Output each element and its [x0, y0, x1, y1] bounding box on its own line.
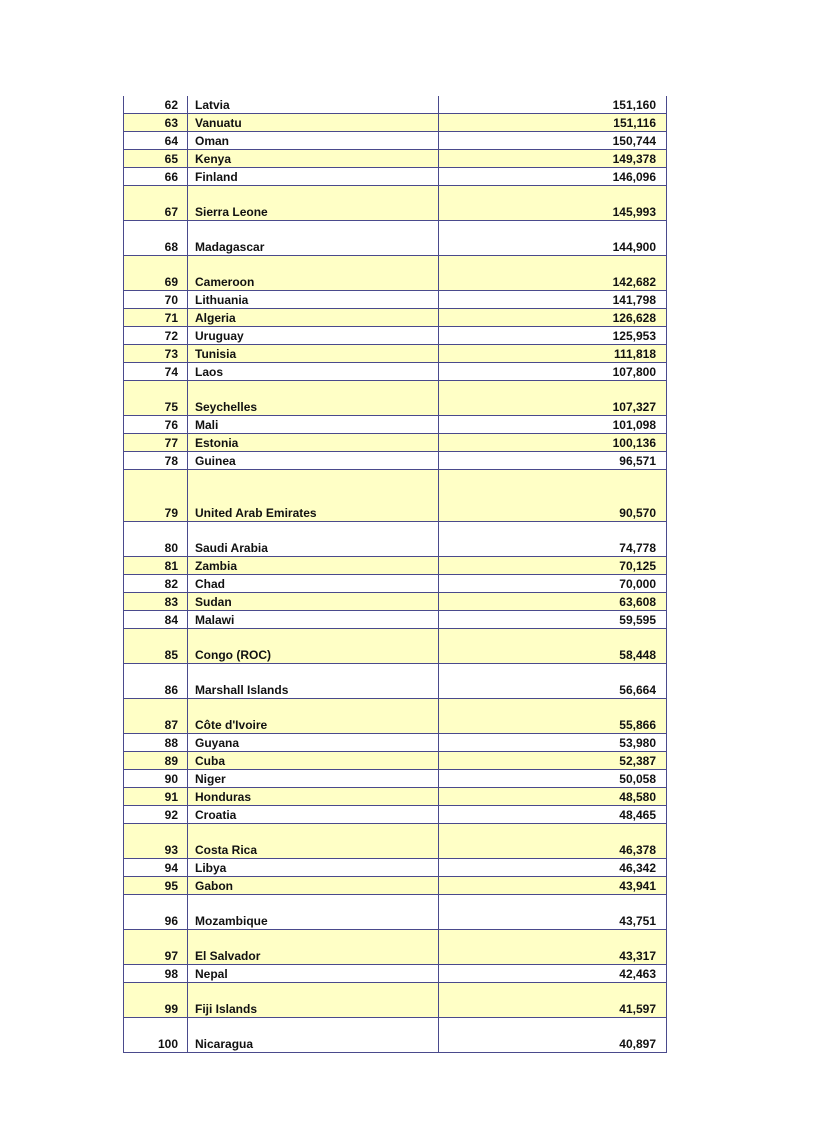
rank-cell: 72 [124, 327, 188, 345]
rank-cell: 90 [124, 770, 188, 788]
rank-cell: 71 [124, 309, 188, 327]
table-row [124, 256, 667, 291]
country-cell: Algeria [188, 309, 439, 327]
table-row [124, 930, 667, 965]
rank-cell: 84 [124, 611, 188, 629]
country-cell: Mozambique [188, 895, 439, 930]
rank-cell: 69 [124, 256, 188, 291]
value-cell: 43,317 [439, 930, 667, 965]
table-row [124, 522, 667, 557]
rank-cell: 85 [124, 629, 188, 664]
country-cell: Niger [188, 770, 439, 788]
rank-cell: 99 [124, 983, 188, 1018]
table-row [124, 168, 667, 186]
table-row [124, 895, 667, 930]
country-cell: Latvia [188, 96, 439, 114]
table-row [124, 734, 667, 752]
value-cell: 70,000 [439, 575, 667, 593]
value-cell: 42,463 [439, 965, 667, 983]
table-row [124, 114, 667, 132]
country-cell: Vanuatu [188, 114, 439, 132]
value-cell: 90,570 [439, 470, 667, 522]
rank-cell: 64 [124, 132, 188, 150]
table-row [124, 1018, 667, 1053]
value-cell: 43,751 [439, 895, 667, 930]
country-cell: Saudi Arabia [188, 522, 439, 557]
table-row [124, 770, 667, 788]
country-cell: Oman [188, 132, 439, 150]
country-ranking-table [123, 96, 667, 1053]
table-row [124, 629, 667, 664]
country-cell: Laos [188, 363, 439, 381]
rank-cell: 96 [124, 895, 188, 930]
value-cell: 151,160 [439, 96, 667, 114]
table-row [124, 699, 667, 734]
rank-cell: 62 [124, 96, 188, 114]
table-row [124, 186, 667, 221]
value-cell: 40,897 [439, 1018, 667, 1053]
value-cell: 141,798 [439, 291, 667, 309]
country-cell: Chad [188, 575, 439, 593]
country-cell: Gabon [188, 877, 439, 895]
value-cell: 111,818 [439, 345, 667, 363]
country-cell: Cuba [188, 752, 439, 770]
country-cell: Estonia [188, 434, 439, 452]
value-cell: 107,327 [439, 381, 667, 416]
rank-cell: 79 [124, 470, 188, 522]
value-cell: 46,378 [439, 824, 667, 859]
country-cell: United Arab Emirates [188, 470, 439, 522]
country-cell: Guyana [188, 734, 439, 752]
table-row [124, 593, 667, 611]
value-cell: 41,597 [439, 983, 667, 1018]
rank-cell: 89 [124, 752, 188, 770]
value-cell: 53,980 [439, 734, 667, 752]
table-row [124, 291, 667, 309]
country-cell: Cameroon [188, 256, 439, 291]
rank-cell: 81 [124, 557, 188, 575]
table-row [124, 859, 667, 877]
country-cell: Madagascar [188, 221, 439, 256]
country-cell: Fiji Islands [188, 983, 439, 1018]
country-cell: Malawi [188, 611, 439, 629]
rank-cell: 83 [124, 593, 188, 611]
table-row [124, 983, 667, 1018]
country-cell: Mali [188, 416, 439, 434]
table-row [124, 824, 667, 859]
table-row [124, 96, 667, 114]
table-row [124, 327, 667, 345]
country-cell: Congo (ROC) [188, 629, 439, 664]
rank-cell: 66 [124, 168, 188, 186]
rank-cell: 87 [124, 699, 188, 734]
value-cell: 48,465 [439, 806, 667, 824]
value-cell: 59,595 [439, 611, 667, 629]
table-row [124, 363, 667, 381]
value-cell: 55,866 [439, 699, 667, 734]
rank-cell: 70 [124, 291, 188, 309]
table-row [124, 557, 667, 575]
country-cell: Croatia [188, 806, 439, 824]
rank-cell: 97 [124, 930, 188, 965]
rank-cell: 74 [124, 363, 188, 381]
value-cell: 70,125 [439, 557, 667, 575]
rank-cell: 98 [124, 965, 188, 983]
value-cell: 43,941 [439, 877, 667, 895]
value-cell: 142,682 [439, 256, 667, 291]
rank-cell: 67 [124, 186, 188, 221]
rank-cell: 80 [124, 522, 188, 557]
value-cell: 52,387 [439, 752, 667, 770]
table-row [124, 434, 667, 452]
table-row [124, 381, 667, 416]
rank-cell: 82 [124, 575, 188, 593]
rank-cell: 88 [124, 734, 188, 752]
rank-cell: 100 [124, 1018, 188, 1053]
country-cell: Côte d'Ivoire [188, 699, 439, 734]
table-row [124, 150, 667, 168]
table-row [124, 575, 667, 593]
country-cell: Honduras [188, 788, 439, 806]
country-cell: Uruguay [188, 327, 439, 345]
value-cell: 150,744 [439, 132, 667, 150]
value-cell: 146,096 [439, 168, 667, 186]
table-row [124, 664, 667, 699]
value-cell: 96,571 [439, 452, 667, 470]
table-row [124, 221, 667, 256]
country-cell: El Salvador [188, 930, 439, 965]
rank-cell: 91 [124, 788, 188, 806]
rank-cell: 76 [124, 416, 188, 434]
value-cell: 63,608 [439, 593, 667, 611]
rank-cell: 78 [124, 452, 188, 470]
table-row [124, 965, 667, 983]
value-cell: 58,448 [439, 629, 667, 664]
rank-cell: 86 [124, 664, 188, 699]
country-cell: Guinea [188, 452, 439, 470]
rank-cell: 92 [124, 806, 188, 824]
country-cell: Costa Rica [188, 824, 439, 859]
country-cell: Nepal [188, 965, 439, 983]
country-cell: Sudan [188, 593, 439, 611]
country-cell: Tunisia [188, 345, 439, 363]
value-cell: 144,900 [439, 221, 667, 256]
table-row [124, 788, 667, 806]
country-cell: Sierra Leone [188, 186, 439, 221]
value-cell: 48,580 [439, 788, 667, 806]
country-cell: Zambia [188, 557, 439, 575]
value-cell: 145,993 [439, 186, 667, 221]
table-row [124, 877, 667, 895]
table-row [124, 806, 667, 824]
value-cell: 56,664 [439, 664, 667, 699]
rank-cell: 95 [124, 877, 188, 895]
value-cell: 50,058 [439, 770, 667, 788]
rank-cell: 65 [124, 150, 188, 168]
country-cell: Marshall Islands [188, 664, 439, 699]
table-row [124, 132, 667, 150]
country-cell: Seychelles [188, 381, 439, 416]
value-cell: 149,378 [439, 150, 667, 168]
table-row [124, 752, 667, 770]
value-cell: 46,342 [439, 859, 667, 877]
value-cell: 100,136 [439, 434, 667, 452]
country-cell: Kenya [188, 150, 439, 168]
table-row [124, 452, 667, 470]
table-row [124, 611, 667, 629]
value-cell: 101,098 [439, 416, 667, 434]
rank-cell: 77 [124, 434, 188, 452]
country-cell: Finland [188, 168, 439, 186]
table-row [124, 345, 667, 363]
rank-cell: 68 [124, 221, 188, 256]
table-row [124, 416, 667, 434]
rank-cell: 94 [124, 859, 188, 877]
value-cell: 125,953 [439, 327, 667, 345]
rank-cell: 73 [124, 345, 188, 363]
table-row [124, 309, 667, 327]
table-body [124, 96, 667, 1053]
table-row [124, 470, 667, 522]
rank-cell: 93 [124, 824, 188, 859]
country-cell: Libya [188, 859, 439, 877]
rank-cell: 63 [124, 114, 188, 132]
value-cell: 74,778 [439, 522, 667, 557]
value-cell: 126,628 [439, 309, 667, 327]
rank-cell: 75 [124, 381, 188, 416]
value-cell: 151,116 [439, 114, 667, 132]
value-cell: 107,800 [439, 363, 667, 381]
country-cell: Lithuania [188, 291, 439, 309]
country-cell: Nicaragua [188, 1018, 439, 1053]
